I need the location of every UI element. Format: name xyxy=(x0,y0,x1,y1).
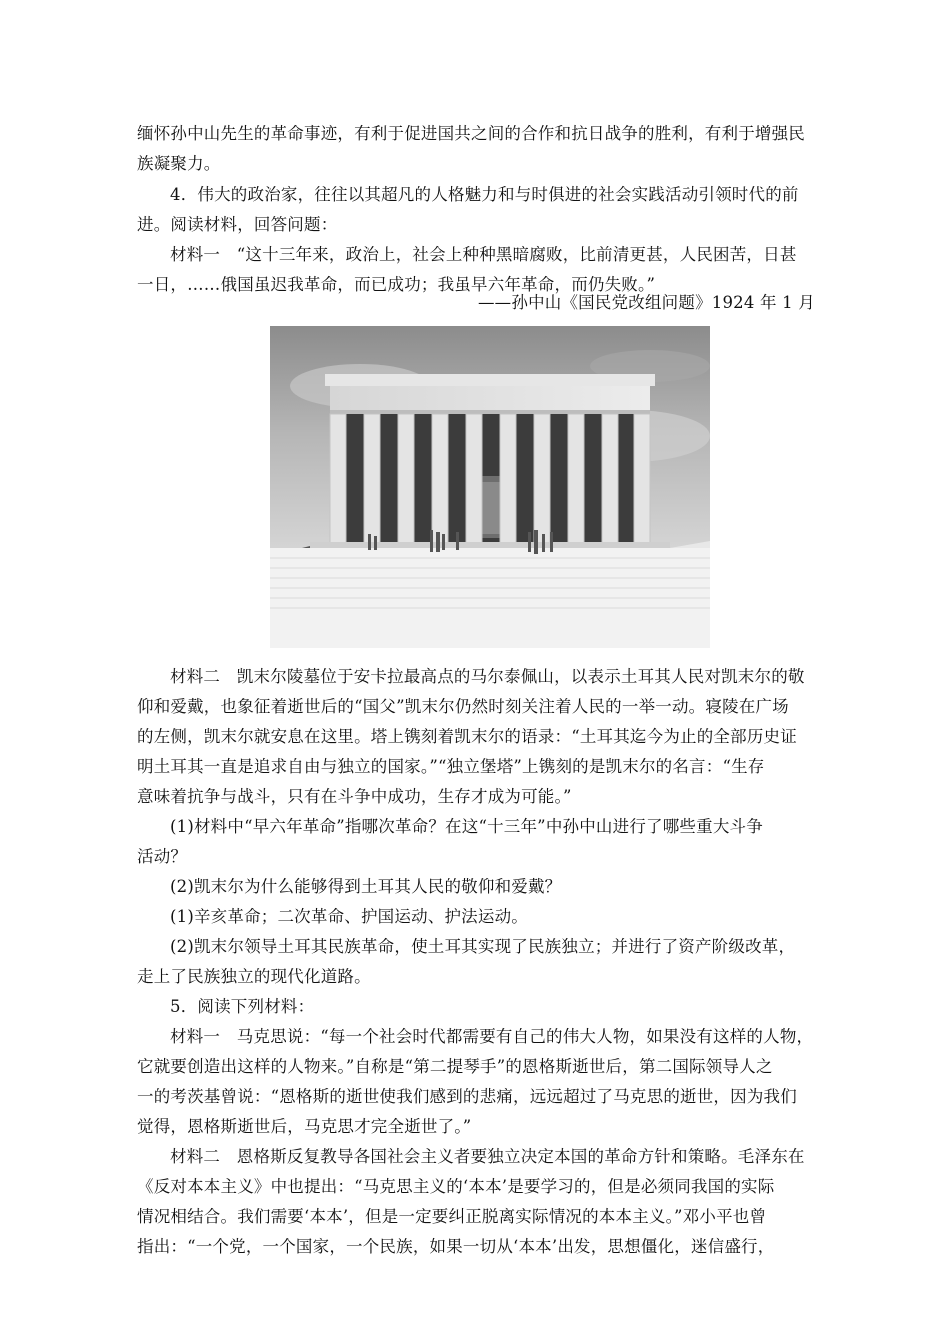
answer-part-1: (1)辛亥革命；二次革命、护国运动、护法运动。 xyxy=(170,907,528,926)
material-2-text-cont: 仰和爱戴，也象征着逝世后的“国父”凯末尔仍然时刻关注着人民的一举一动。寝陵在广场 xyxy=(137,697,789,716)
q5-material-1-text-cont: 一的考茨基曾说：“恩格斯的逝世使我们感到的悲痛，远远超过了马克思的逝世，因为我们 xyxy=(137,1087,797,1106)
q5-material-1-text: 材料一 马克思说：“每一个社会时代都需要有自己的伟大人物，如果没有这样的人物， xyxy=(170,1027,814,1046)
answer-part-2-cont: 走上了民族独立的现代化道路。 xyxy=(137,967,371,986)
answer-line xyxy=(170,902,817,932)
material-2-text-cont: 意味着抗争与战斗，只有在斗争中成功，生存才成为可能。” xyxy=(137,787,572,806)
q5-material-2-text-cont: 情况相结合。我们需要‘本本’，但是一定要纠正脱离实际情况的本本主义。”邓小平也曾 xyxy=(137,1207,767,1226)
q5-material-1-text-cont: 觉得，恩格斯逝世后，马克思才完全逝世了。” xyxy=(137,1117,472,1136)
question-5-stem: 5．阅读下列材料： xyxy=(170,997,315,1016)
question-4-stem: 4．伟大的政治家，往往以其超凡的人格魅力和与时俱进的社会实践活动引领时代的前 xyxy=(170,185,799,204)
question-4-stem-cont: 进。阅读材料，回答问题： xyxy=(137,215,338,234)
q5-material-2-text: 材料二 恩格斯反复教导各国社会主义者要独立决定本国的革命方针和策略。毛泽东在 xyxy=(170,1147,805,1166)
question-4-part-1: (1)材料中“早六年革命”指哪次革命？在这“十三年”中孙中山进行了哪些重大斗争 xyxy=(170,817,763,836)
question-4-part-2: (2)凯末尔为什么能够得到土耳其人民的敬仰和爱戴？ xyxy=(170,877,562,896)
material-2-text-cont: 的左侧，凯末尔就安息在这里。塔上镌刻着凯末尔的语录：“土耳其迄今为止的全部历史证 xyxy=(137,727,797,746)
material-2-text-cont: 明土耳其一直是追求自由与独立的国家。”“独立堡塔”上镌刻的是凯末尔的名言：“生存 xyxy=(137,757,765,776)
material-1-text: 材料一 “这十三年来，政治上，社会上种种黑暗腐败，比前清更甚，人民困苦，日甚 xyxy=(170,245,797,264)
q5-material-2-text-cont: 《反对本本主义》中也提出：“马克思主义的‘本本’是要学习的，但是必须同我国的实际 xyxy=(137,1177,775,1196)
mausoleum-illustration xyxy=(270,326,710,648)
paragraph-line: 族凝聚力。 xyxy=(137,154,221,173)
material-1-text-cont: 一日，……俄国虽迟我革命，而已成功；我虽早六年革命，而仍失败。” xyxy=(137,275,656,294)
material-1-source: ——孙中山《国民党改组问题》1924 年 1 月 xyxy=(477,293,815,312)
material-2-text: 材料二 凯末尔陵墓位于安卡拉最高点的马尔泰佩山，以表示土耳其人民对凯末尔的敬 xyxy=(170,667,805,686)
question-4-part-1-cont: 活动？ xyxy=(137,847,188,866)
paragraph-line: 缅怀孙中山先生的革命事迹，有利于促进国共之间的合作和抗日战争的胜利，有利于增强民 xyxy=(137,124,805,143)
q5-material-2-text-cont: 指出：“一个党，一个国家，一个民族，如果一切从‘本本’出发，思想僵化，迷信盛行， xyxy=(137,1237,775,1256)
q5-material-1-text-cont: 它就要创造出这样的人物来。”自称是“第二提琴手”的恩格斯逝世后，第二国际领导人之 xyxy=(137,1057,773,1076)
kemal-mausoleum-photo xyxy=(270,326,710,648)
answer-part-2: (2)凯末尔领导土耳其民族革命，使土耳其实现了民族独立；并进行了资产阶级改革， xyxy=(170,937,796,956)
